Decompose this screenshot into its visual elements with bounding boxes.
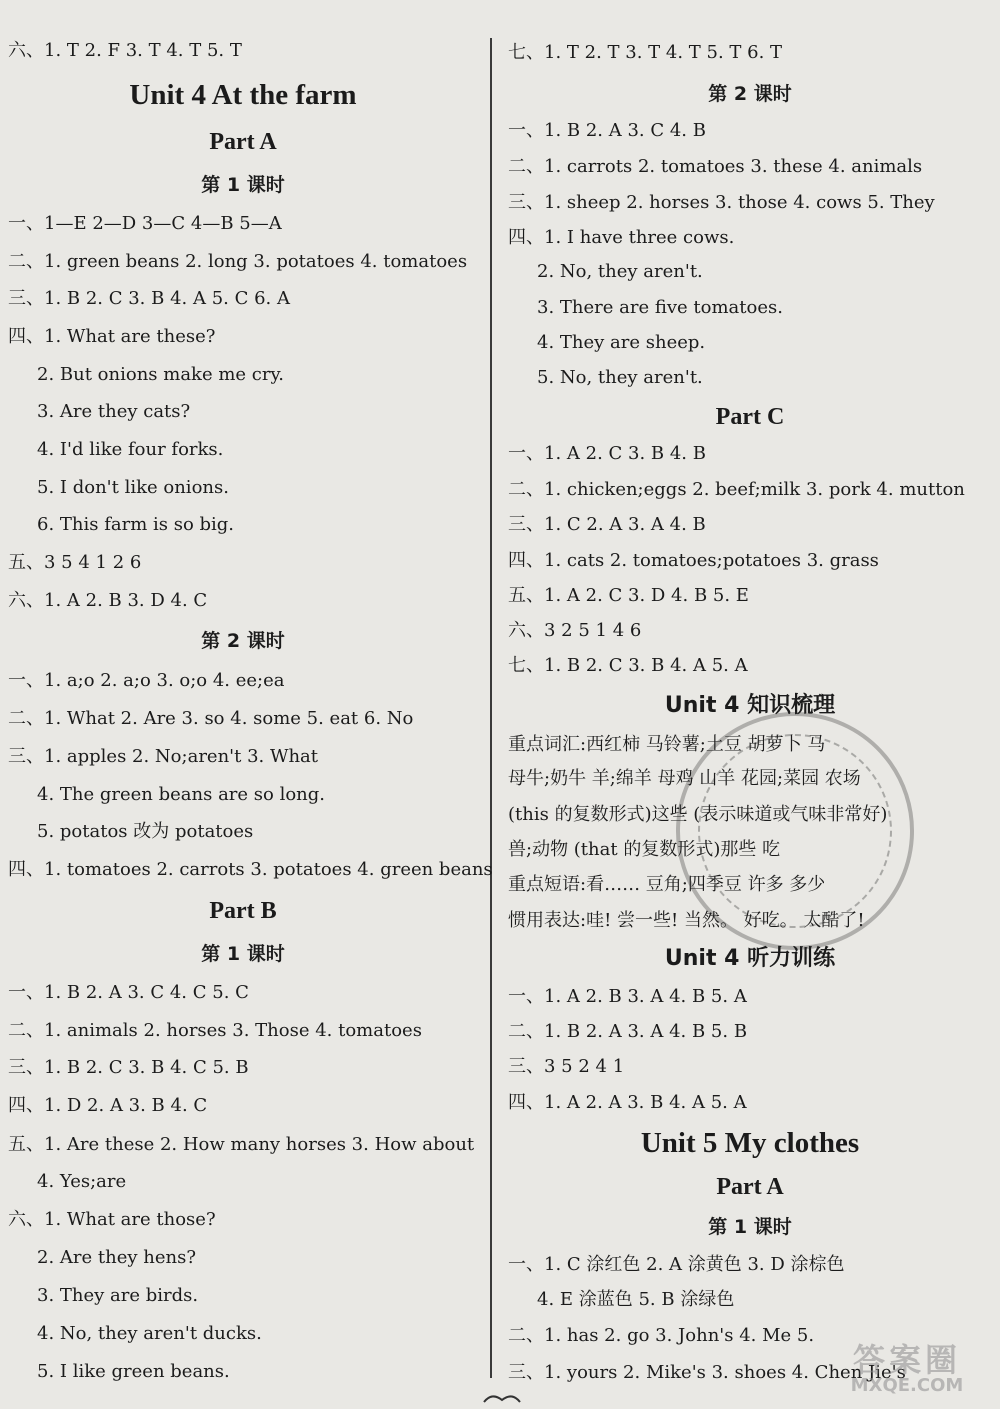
lesson-heading: 第 1 课时	[201, 943, 285, 965]
knowledge-line: 重点词汇:西红柿 马铃薯;土豆 胡萝卜 马	[508, 734, 826, 755]
column-divider	[490, 38, 492, 1378]
knowledge-line: 惯用表达:哇! 尝一些! 当然。 好吃。 太酷了!	[508, 910, 865, 931]
answer-line: 一、1. a;o 2. a;o 3. o;o 4. ee;ea	[8, 670, 285, 691]
answer-line: 六、1. T 2. F 3. T 4. T 5. T	[8, 40, 242, 61]
lesson-heading: 第 1 课时	[201, 174, 285, 196]
answer-line: 五、3 5 4 1 2 6	[8, 552, 142, 573]
answer-line: 五、1. A 2. C 3. D 4. B 5. E	[508, 585, 749, 606]
unit-title: Unit 4 At the farm	[129, 79, 357, 111]
answer-line: 3. Are they cats?	[37, 401, 191, 422]
answer-line: 二、1. green beans 2. long 3. potatoes 4. tomatoes	[8, 251, 468, 272]
answer-line: 三、1. C 2. A 3. A 4. B	[508, 514, 706, 535]
answer-line: 五、1. Are these 2. How many horses 3. How about	[8, 1134, 475, 1155]
answer-line: 四、1. D 2. A 3. B 4. C	[8, 1095, 208, 1116]
answer-line: 四、1. cats 2. tomatoes;potatoes 3. grass	[508, 550, 879, 571]
site-watermark	[822, 1335, 992, 1401]
knowledge-line: 重点短语:看…… 豆角;四季豆 许多 多少	[508, 874, 826, 895]
answer-line: 四、1. A 2. A 3. B 4. A 5. A	[508, 1092, 747, 1113]
answer-line: 5. potatos 改为 potatoes	[37, 821, 254, 842]
watermark-url-text: MXQE.COM	[850, 1375, 964, 1396]
answer-line: 2. Are they hens?	[37, 1247, 196, 1268]
lesson-heading: 第 2 课时	[708, 83, 792, 105]
answer-line: 6. This farm is so big.	[37, 514, 235, 535]
answer-line: 四、1. tomatoes 2. carrots 3. potatoes 4. green beans	[8, 859, 493, 880]
answer-line: 二、1. carrots 2. tomatoes 3. these 4. animals	[508, 156, 923, 177]
answer-line: 一、1. B 2. A 3. C 4. C 5. C	[8, 982, 249, 1003]
answer-line: 3. They are birds.	[37, 1285, 199, 1306]
watermark-logo-text: 答案圈	[852, 1341, 961, 1379]
answer-line: 4. The green beans are so long.	[37, 784, 326, 805]
knowledge-line: 兽;动物 (that 的复数形式)那些 吃	[508, 839, 781, 860]
answer-line: 一、1. A 2. B 3. A 4. B 5. A	[508, 986, 747, 1007]
answer-line: 六、1. A 2. B 3. D 4. C	[8, 590, 208, 611]
answer-line: 2. But onions make me cry.	[37, 364, 284, 385]
answer-line: 3. There are five tomatoes.	[537, 297, 783, 318]
answer-line: 4. No, they aren't ducks.	[37, 1323, 262, 1344]
section-heading: Unit 4 听力训练	[664, 946, 836, 971]
answer-line: 七、1. T 2. T 3. T 4. T 5. T 6. T	[508, 42, 783, 63]
answer-line: 四、1. What are these?	[8, 326, 216, 347]
answer-line: 六、3 2 5 1 4 6	[508, 620, 642, 641]
answer-line: 四、1. I have three cows.	[508, 227, 735, 248]
answer-line: 一、1. A 2. C 3. B 4. B	[508, 443, 706, 464]
knowledge-line: 母牛;奶牛 羊;绵羊 母鸡 山羊 花园;菜园 农场	[508, 768, 861, 789]
answer-line: 二、1. animals 2. horses 3. Those 4. tomatoes	[8, 1020, 422, 1041]
answer-line: 一、1. B 2. A 3. C 4. B	[508, 120, 706, 141]
answer-line: 5. I don't like onions.	[37, 477, 229, 498]
knowledge-line: (this 的复数形式)这些 (表示味道或气味非常好)	[508, 804, 888, 825]
answer-line: 三、1. B 2. C 3. B 4. A 5. C 6. A	[8, 288, 290, 309]
part-heading: Part C	[715, 404, 785, 430]
lesson-heading: 第 1 课时	[708, 1216, 792, 1238]
answer-line: 三、1. sheep 2. horses 3. those 4. cows 5. They	[508, 192, 935, 213]
answer-line: 三、1. B 2. C 3. B 4. C 5. B	[8, 1057, 249, 1078]
answer-line: 4. I'd like four forks.	[37, 439, 224, 460]
part-heading: Part B	[209, 898, 277, 924]
answer-line: 七、1. B 2. C 3. B 4. A 5. A	[508, 655, 748, 676]
answer-line: 4. Yes;are	[37, 1171, 127, 1192]
answer-line: 一、1—E 2—D 3—C 4—B 5—A	[8, 213, 282, 234]
answer-line: 六、1. What are those?	[8, 1209, 216, 1230]
answer-line: 三、3 5 2 4 1	[508, 1056, 625, 1077]
answer-line: 5. No, they aren't.	[537, 367, 703, 388]
part-heading: Part A	[716, 1174, 784, 1200]
answer-line: 二、1. B 2. A 3. A 4. B 5. B	[508, 1021, 748, 1042]
section-heading: Unit 4 知识梳理	[664, 693, 836, 718]
lesson-heading: 第 2 课时	[201, 630, 285, 652]
answer-line: 4. E 涂蓝色 5. B 涂绿色	[537, 1289, 735, 1310]
answer-line: 2. No, they aren't.	[537, 261, 703, 282]
part-heading: Part A	[209, 129, 277, 155]
answer-line: 二、1. has 2. go 3. John's 4. Me 5.	[508, 1325, 815, 1346]
unit-title: Unit 5 My clothes	[640, 1127, 860, 1159]
answer-line: 二、1. chicken;eggs 2. beef;milk 3. pork 4. mutton	[508, 479, 965, 500]
answer-line: 二、1. What 2. Are 3. so 4. some 5. eat 6. No	[8, 708, 414, 729]
answer-line: 一、1. C 涂红色 2. A 涂黄色 3. D 涂棕色	[508, 1254, 845, 1275]
page-ornament-icon	[482, 1392, 522, 1406]
answer-line: 三、1. apples 2. No;aren't 3. What	[8, 746, 319, 767]
answer-line: 5. I like green beans.	[37, 1361, 230, 1382]
ink-stamp	[645, 681, 945, 981]
answer-line: 4. They are sheep.	[537, 332, 706, 353]
answer-line: 三、1. yours 2. Mike's 3. shoes 4. Chen Jie's	[508, 1362, 906, 1383]
